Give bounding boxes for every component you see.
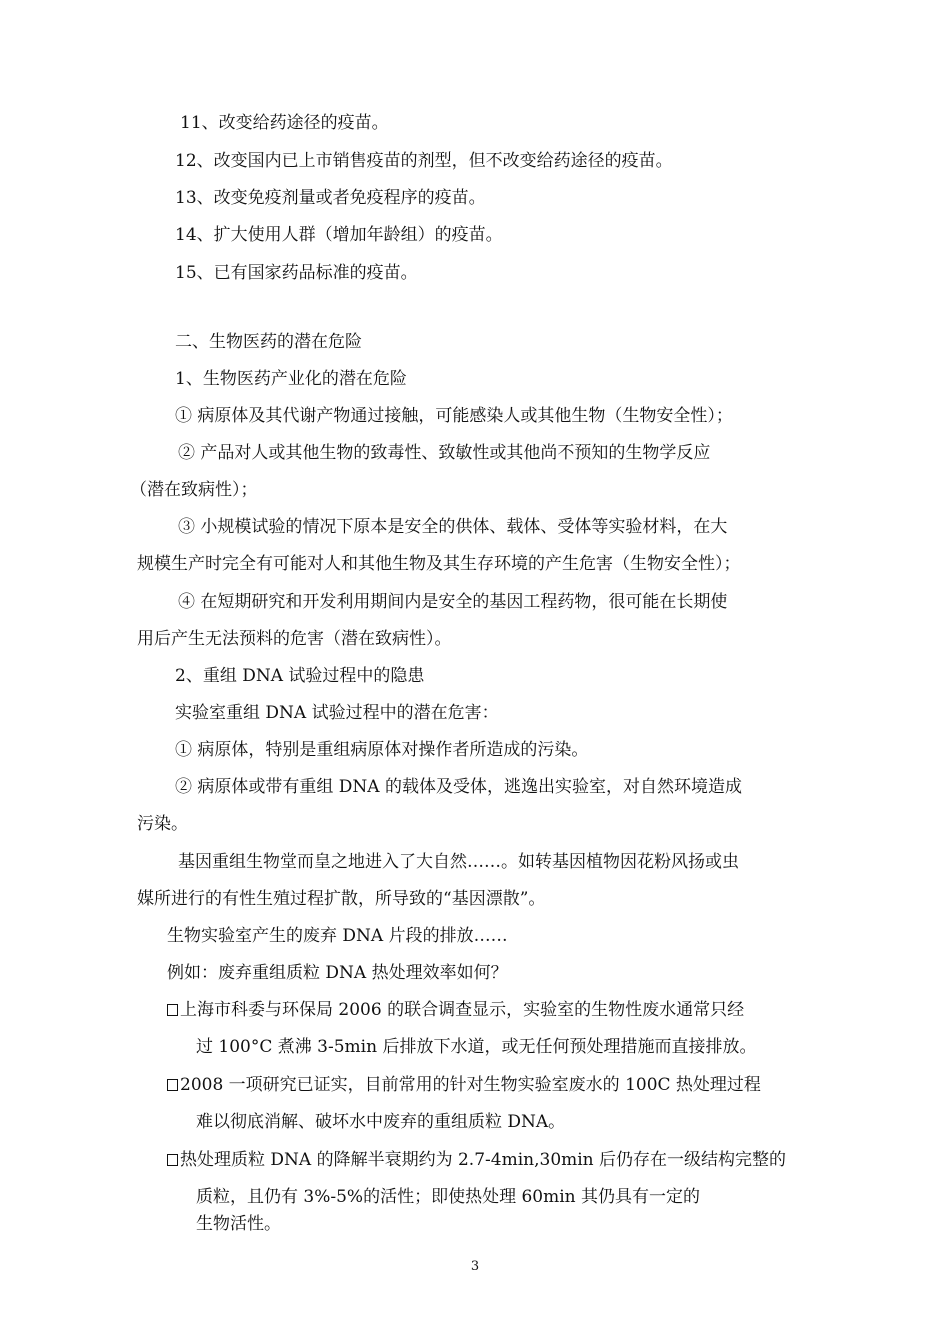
bullet-3-line1: 热处理质粒 DNA 的降解半衰期约为 2.7-4min,30min 后仍存在一级结构完整的 [167, 1148, 786, 1172]
hazard-item-1: ① 病原体，特别是重组病原体对操作者所造成的污染。 [175, 740, 589, 760]
risk-item-3-line2: 规模生产时完全有可能对人和其他生物及其生存环境的产生危害（生物安全性）； [137, 554, 741, 574]
bullet-2-line1: 2008 一项研究已证实，目前常用的针对生物实验室废水的 100C 热处理过程 [167, 1073, 761, 1097]
vaccine-item-14: 14、扩大使用人群（增加年龄组）的疫苗。 [175, 225, 503, 245]
bullet-2-line2: 难以彻底消解、破坏水中废弃的重组质粒 DNA。 [196, 1112, 566, 1132]
checkbox-square-icon [167, 1004, 178, 1016]
bullet-1-line2: 过 100°C 煮沸 3-5min 后排放下水道，或无任何预处理措施而直接排放。 [196, 1037, 757, 1057]
vaccine-item-11: 11、改变给药途径的疫苗。 [180, 113, 389, 133]
risk-item-2-line1: ② 产品对人或其他生物的致毒性、致敏性或其他尚不预知的生物学反应 [178, 443, 711, 463]
gene-drift-para-line1: 基因重组生物堂而皇之地进入了大自然……。如转基因植物因花粉风扬或虫 [178, 852, 739, 872]
example-line: 例如：废弃重组质粒 DNA 热处理效率如何？ [167, 963, 508, 983]
bullet-3-line2: 质粒，且仍有 3%-5%的活性；即使热处理 60min 其仍具有一定的 [196, 1187, 701, 1207]
checkbox-square-icon [167, 1154, 178, 1166]
hazard-item-2-line1: ② 病原体或带有重组 DNA 的载体及受体，逃逸出实验室，对自然环境造成 [175, 777, 742, 797]
gene-drift-para-line2: 媒所进行的有性生殖过程扩散，所导致的“基因漂散”。 [137, 889, 546, 909]
hazard-item-2-line2: 污染。 [137, 814, 188, 834]
bullet-3-line3: 生物活性。 [196, 1214, 281, 1234]
risk-item-2-line2: （潜在致病性）； [130, 480, 258, 500]
vaccine-item-15: 15、已有国家药品标准的疫苗。 [175, 263, 418, 283]
waste-dna-line: 生物实验室产生的废弃 DNA 片段的排放…… [167, 926, 508, 946]
risk-item-1: ① 病原体及其代谢产物通过接触，可能感染人或其他生物（生物安全性）； [175, 406, 733, 426]
risk-item-4-line2: 用后产生无法预料的危害（潜在致病性）。 [137, 629, 452, 649]
subsection-1-title: 1、生物医药产业化的潜在危险 [175, 369, 407, 389]
risk-item-4-line1: ④ 在短期研究和开发利用期间内是安全的基因工程药物，很可能在长期使 [178, 592, 728, 612]
section-title: 二、生物医药的潜在危险 [175, 332, 362, 352]
checkbox-square-icon [167, 1079, 178, 1091]
subsection-2-title: 2、重组 DNA 试验过程中的隐患 [175, 666, 425, 686]
vaccine-item-12: 12、改变国内已上市销售疫苗的剂型，但不改变给药途径的疫苗。 [175, 151, 673, 171]
page-number: 3 [470, 1259, 480, 1274]
subsection-2-intro: 实验室重组 DNA 试验过程中的潜在危害： [175, 703, 499, 723]
bullet-1-line1: 上海市科委与环保局 2006 的联合调查显示，实验室的生物性废水通常只经 [167, 998, 744, 1022]
risk-item-3-line1: ③ 小规模试验的情况下原本是安全的供体、载体、受体等实验材料，在大 [178, 517, 728, 537]
vaccine-item-13: 13、改变免疫剂量或者免疫程序的疫苗。 [175, 188, 486, 208]
